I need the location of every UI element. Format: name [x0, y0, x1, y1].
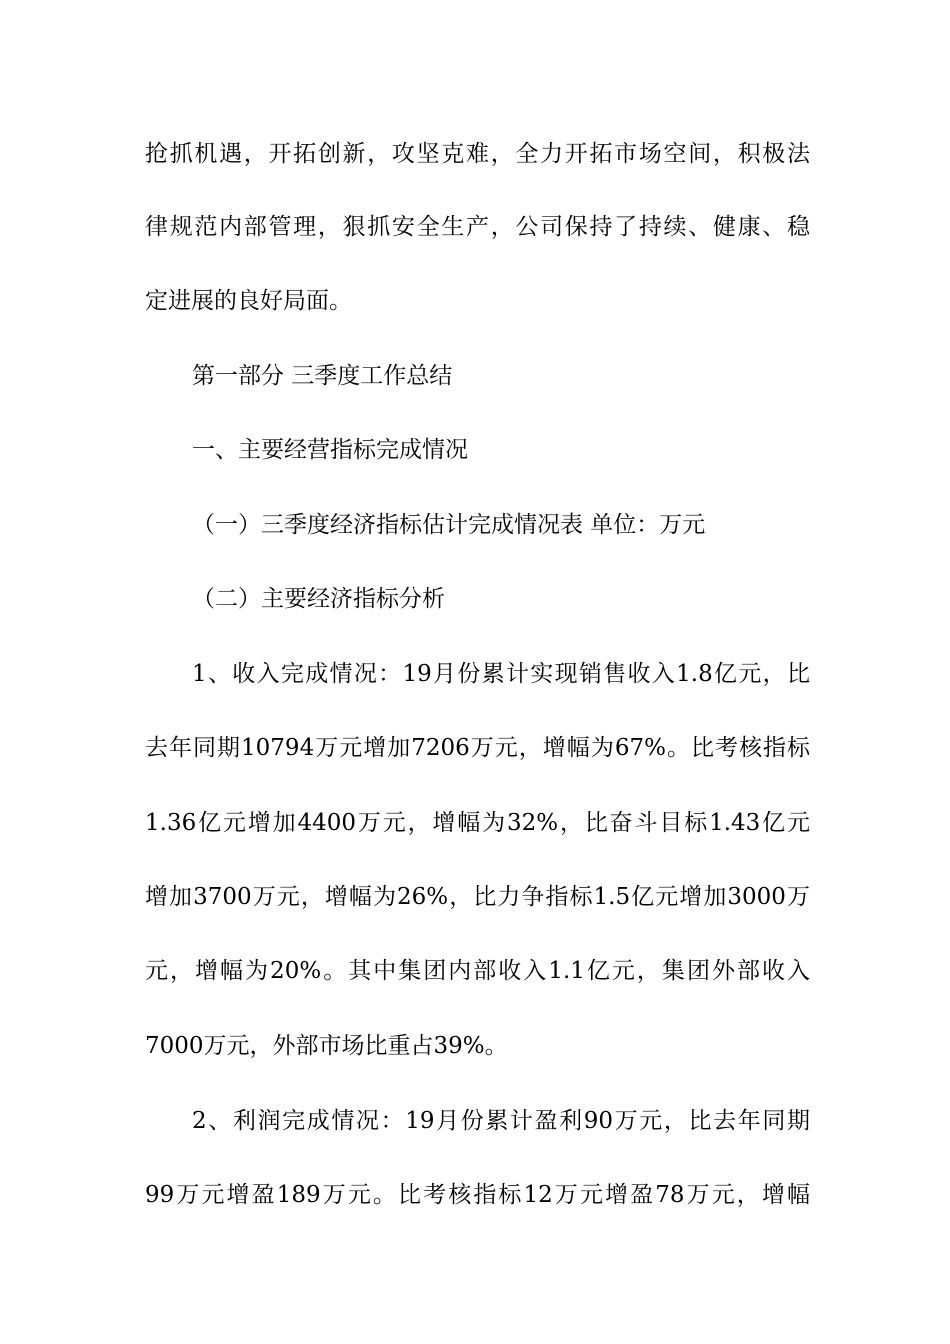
- subsection-heading: （二）主要经济指标分析: [192, 586, 445, 612]
- section-heading: 第一部分 三季度工作总结: [192, 363, 453, 389]
- paragraph-line: 1、收入完成情况：19月份累计实现销售收入1.8亿元，比: [192, 661, 810, 687]
- subsection-heading: 一、主要经营指标完成情况: [192, 437, 468, 463]
- table-caption: （一）三季度经济指标估计完成情况表 单位：万元: [192, 512, 706, 538]
- paragraph-line: 增加3700万元，增幅为26%，比力争指标1.5亿元增加3000万: [145, 884, 810, 910]
- paragraph-line: 去年同期10794万元增加7206万元，增幅为67%。比考核指标: [145, 735, 810, 761]
- paragraph-line: 元，增幅为20%。其中集团内部收入1.1亿元，集团外部收入: [145, 958, 810, 984]
- paragraph-line: 7000万元，外部市场比重占39%。: [145, 1033, 508, 1059]
- paragraph-line: 律规范内部管理，狠抓安全生产，公司保持了持续、健康、稳: [145, 214, 810, 240]
- paragraph-line: 1.36亿元增加4400万元，增幅为32%，比奋斗目标1.43亿元: [145, 810, 810, 836]
- paragraph-line: 99万元增盈189万元。比考核指标12万元增盈78万元，增幅: [145, 1182, 810, 1208]
- paragraph-line: 2、利润完成情况：19月份累计盈利90万元，比去年同期: [192, 1108, 810, 1134]
- paragraph-line: 抢抓机遇，开拓创新，攻坚克难，全力开拓市场空间，积极法: [145, 141, 810, 167]
- paragraph-line: 定进展的良好局面。: [145, 288, 352, 314]
